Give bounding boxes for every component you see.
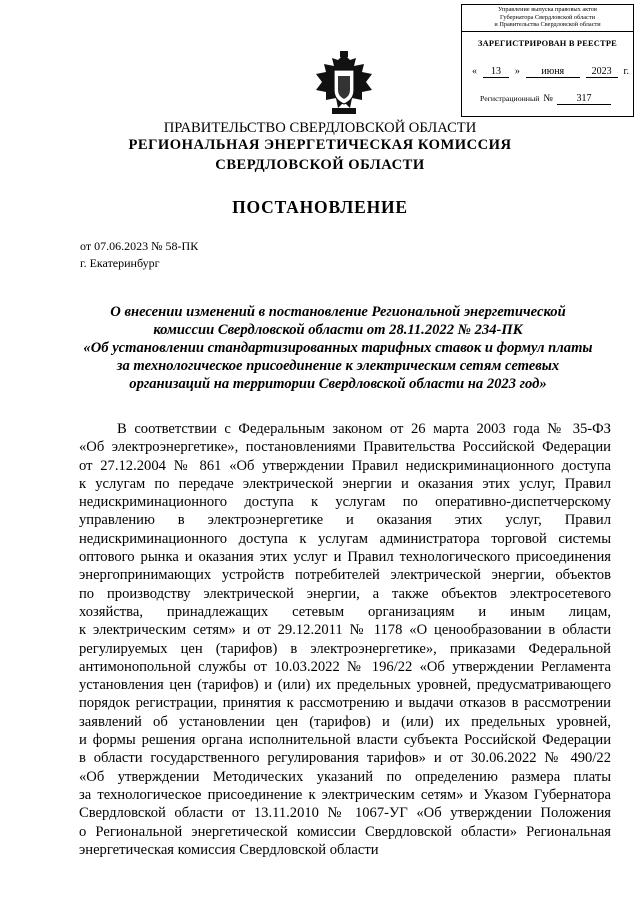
body-line: оптового рынка и оказания этих услуг и Правил технологического присоединения — [79, 549, 611, 566]
body-line: управлению в электроэнергетике и оказания этих услуг, Правил — [79, 512, 611, 529]
body-line: и формы решения органа исполнительной власти субъекта Российской Федерации — [79, 732, 611, 749]
stamp-day: 13 — [483, 66, 509, 78]
body-line: энергетическая комиссия Свердловской области — [79, 841, 379, 858]
body-line: заявлений об установлении цен (тарифов) и (или) их предельных уровней, — [79, 713, 611, 730]
stamp-month: июня — [526, 66, 580, 78]
body-line: Свердловской области от 13.11.2010 № 1067-УГ «Об утверждении Положения — [79, 805, 611, 822]
stamp-registered-label: ЗАРЕГИСТРИРОВАН В РЕЕСТРЕ — [478, 38, 617, 48]
document-subject — [78, 303, 598, 393]
subject-line: О внесении изменений в постановление Региональной энергетической — [110, 304, 566, 320]
body-line: за технологическое присоединение к электрическим сетям» и Указом Губернатора — [79, 786, 611, 803]
stamp-header-line: Губернатора Свердловской области — [500, 13, 595, 21]
body-line: к услугам по передаче электрической энергии и оказания этих услуг, Правил — [79, 475, 611, 492]
body-line: установления цен (тарифов) и (или) их предельных уровней, предусматривающего — [79, 677, 611, 694]
stamp-registration-number — [480, 93, 629, 105]
body-line: недискриминационного доступа к услугам по оперативно-диспетчерскому — [79, 494, 611, 511]
stamp-date — [472, 66, 629, 78]
commission-title-line2: СВЕРДЛОВСКОЙ ОБЛАСТИ — [215, 157, 425, 173]
subject-line: «Об установлении стандартизированных тарифных ставок и формул платы — [83, 340, 593, 356]
commission-title-line1: РЕГИОНАЛЬНАЯ ЭНЕРГЕТИЧЕСКАЯ КОМИССИЯ — [128, 137, 512, 153]
body-line: хозяйства, принадлежащих сетевым организациям и иным лицам, — [79, 603, 611, 620]
body-line: антимонопольной службы от 10.03.2022 № 196/22 «Об утверждении Регламента — [79, 658, 611, 675]
document-date-number: от 07.06.2023 № 58-ПК — [80, 239, 199, 253]
stamp-reg-number: 317 — [557, 93, 611, 105]
stamp-reg-label: Регистрационный — [480, 94, 540, 103]
registration-stamp — [461, 4, 634, 117]
body-line: от 27.12.2004 № 861 «Об утверждении Правил недискриминационного доступа — [79, 457, 611, 474]
government-title: ПРАВИТЕЛЬСТВО СВЕРДЛОВСКОЙ ОБЛАСТИ — [163, 120, 477, 136]
body-line: недискриминационного доступа к услугам администратора торговой системы — [79, 530, 611, 547]
stamp-header — [462, 5, 633, 32]
document-city: г. Екатеринбург — [80, 256, 160, 270]
body-line: В соответствии с Федеральным законом от 26 марта 2003 года № 35-ФЗ — [117, 421, 611, 437]
body-paragraph — [79, 420, 611, 859]
stamp-number-sign: № — [543, 93, 553, 104]
body-line: энергопринимающих устройств потребителей электрической энергии, объектов — [79, 567, 611, 584]
body-line: регулируемых цен (тарифов) в электроэнергетике», приказами Федеральной — [79, 640, 611, 657]
stamp-quote-close: » — [514, 66, 520, 77]
body-line: «Об утверждении Методических указаний по определению размера платы — [79, 768, 611, 785]
stamp-quote-open: « — [472, 66, 477, 77]
body-line: в области государственного регулирования тарифов» и от 30.06.2022 № 490/22 — [79, 750, 611, 767]
subject-line: организаций на территории Свердловской области на 2023 год» — [129, 376, 547, 392]
subject-line: за технологическое присоединение к электрическим сетям сетевых — [116, 358, 560, 374]
subject-line: комиссии Свердловской области от 28.11.2022 № 234-ПК — [153, 322, 523, 338]
stamp-header-line: и Правительства Свердловской области — [494, 21, 601, 29]
body-line: по производству электрической энергии, а также объектов электросетевого — [79, 585, 611, 602]
body-line: «Об электроэнергетике», постановлениями Правительства Российской Федерации — [79, 439, 611, 456]
document-type: ПОСТАНОВЛЕНИЕ — [232, 197, 408, 217]
body-line: к электрическим сетям» и от 29.12.2011 № 1178 «О ценообразовании в области — [79, 622, 611, 639]
stamp-header-line: Управление выпуска правовых актов — [498, 6, 597, 13]
body-line: порядок регистрации, принятия к рассмотрению и выдачи отказов в рассмотрении — [79, 695, 611, 712]
coat-of-arms-icon — [310, 50, 378, 118]
stamp-year: 2023 — [586, 66, 618, 78]
body-line: о Региональной энергетической комиссии Свердловской области» Региональная — [79, 823, 611, 840]
stamp-year-suffix: г. — [623, 66, 629, 77]
